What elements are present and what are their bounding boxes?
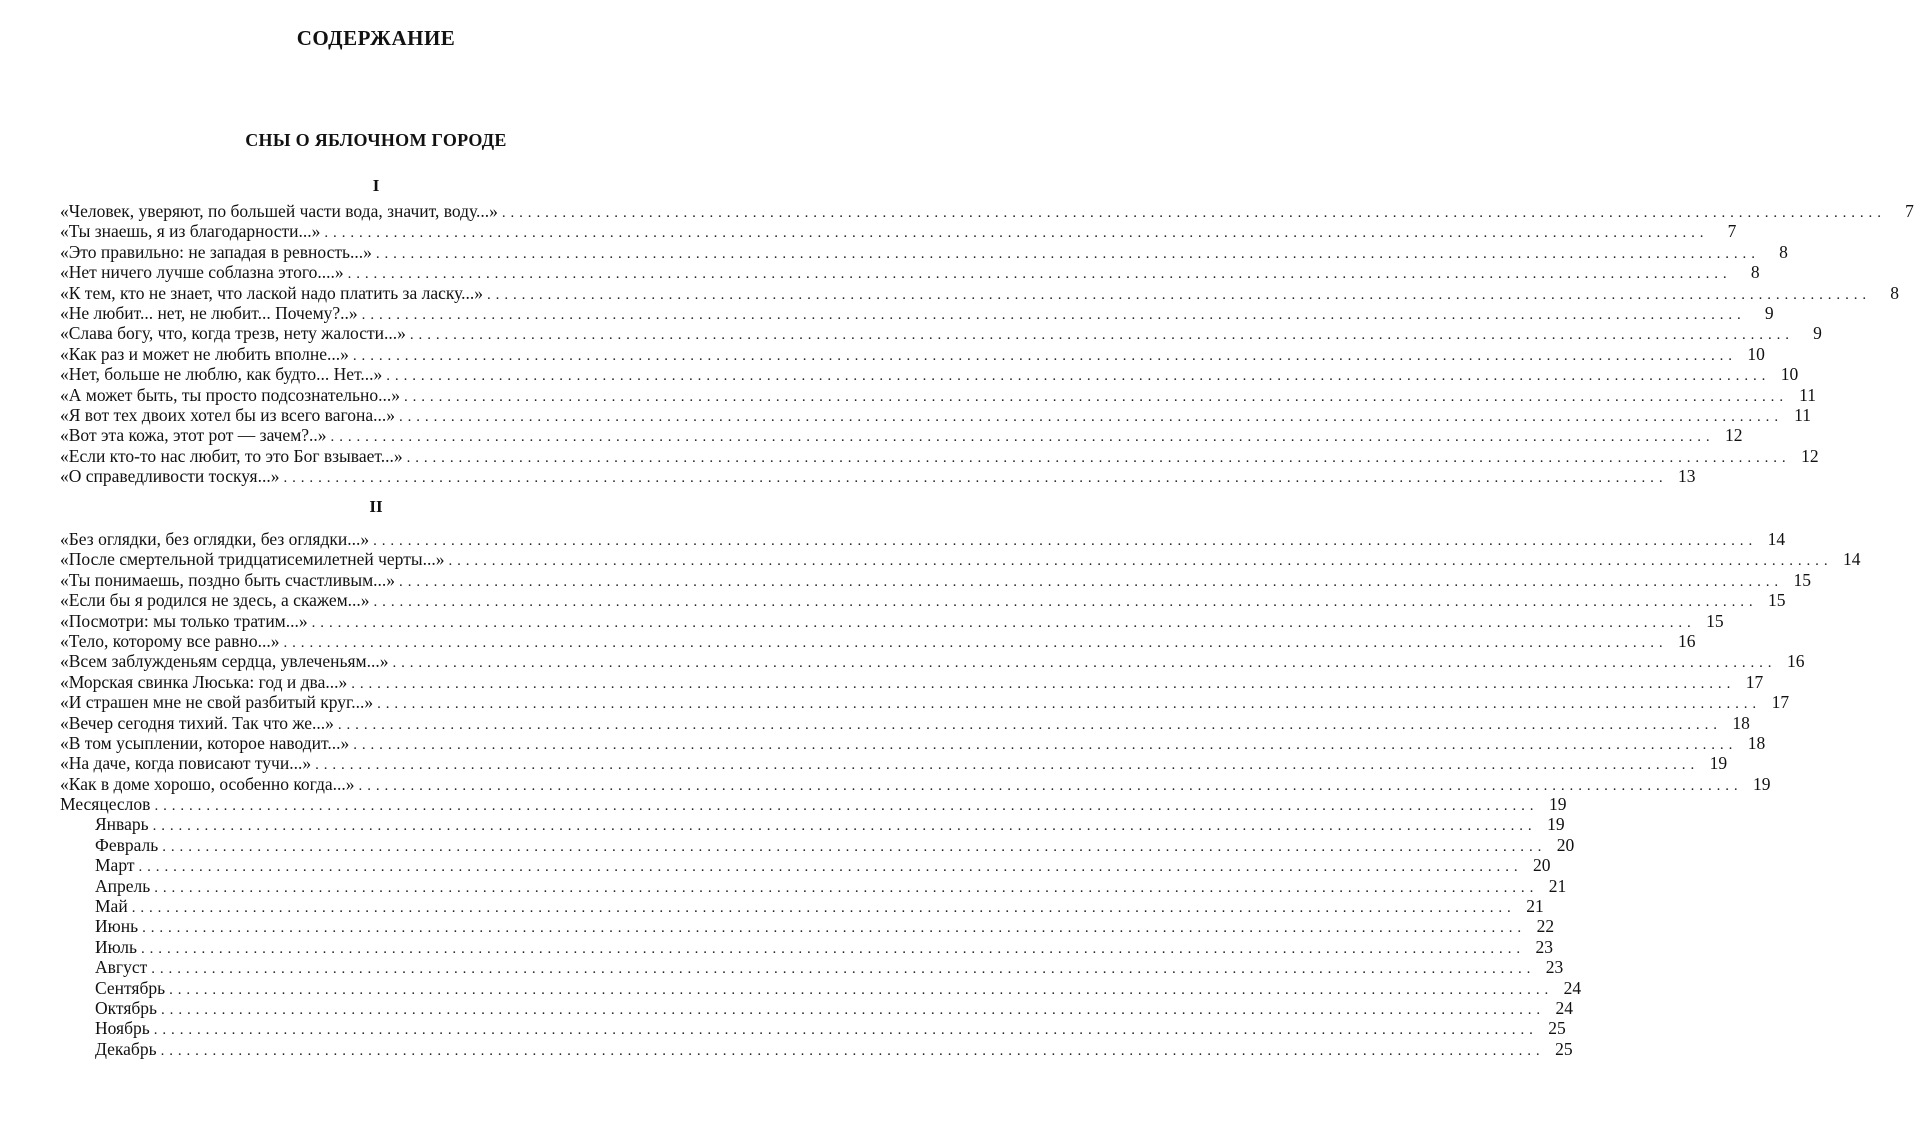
toc-entry-title: Май [95,896,128,917]
toc-entry-title: «Нет ничего лучше соблазна этого....» [60,262,344,283]
toc-list-part-2 [60,529,1861,1059]
dot-leader: ................................................................................................................................................................ [151,961,1536,978]
toc-subentry [60,1038,1573,1059]
dot-leader: ................................................................................................................................................................ [315,757,1700,774]
toc-entry [60,241,1788,262]
dot-leader: ................................................................................................................................................................ [160,1042,1545,1059]
toc-entry [60,549,1861,570]
toc-entry-title: «Без оглядки, без оглядки, без оглядки...» [60,529,370,549]
dot-leader: ................................................................................................................................................................ [403,388,1788,405]
toc-page-number: 12 [1801,445,1819,466]
toc-page-number: 8 [1890,282,1900,303]
toc-entry-title: Февраль [95,834,159,855]
toc-entry-title: «На даче, когда повисают тучи...» [60,753,312,774]
toc-entry-title: «Нет, больше не люблю, как будто... Нет...» [60,364,383,385]
section-title: СНЫ О ЯБЛОЧНОМ ГОРОДЕ [245,130,507,150]
part-heading-2: II [369,497,383,516]
dot-leader: ................................................................................................................................................................ [361,306,1746,323]
toc-page-number: 15 [1793,569,1812,590]
toc-entry-title: «О справедливости тоскуя...» [60,466,280,487]
dot-leader: ................................................................................................................................................................ [162,838,1547,855]
toc-page-number: 9 [1813,323,1822,344]
dot-leader: ................................................................................................................................................................ [409,327,1794,344]
dot-leader: ................................................................................................................................................................ [377,696,1762,713]
toc-entry [60,445,1819,466]
toc-entry [60,343,1765,364]
dot-leader: ................................................................................................................................................................ [153,1022,1538,1039]
dot-leader: ................................................................................................................................................................ [406,449,1791,466]
toc-page-number: 19 [1709,753,1728,774]
toc-entry-title: «Вот эта кожа, этот рот — зачем?..» [60,425,327,446]
toc-subentry [60,936,1553,957]
dot-leader: ................................................................................................................................................................ [283,470,1668,487]
toc-page-number: 14 [1767,529,1786,549]
toc-page-number: 16 [1786,651,1805,672]
toc-page-number: 18 [1747,732,1766,753]
toc-page-number: 18 [1732,712,1750,733]
toc-entry-title: Месяцеслов [60,794,151,815]
toc-page-number: 24 [1555,997,1574,1018]
toc-entry [60,732,1766,753]
dot-leader: ................................................................................................................................................................ [373,594,1758,611]
toc-entry-title: «Как раз и может не любить вполне...» [60,343,349,364]
dot-leader: ................................................................................................................................................................ [399,573,1784,590]
toc-subentry [60,834,1575,855]
toc-entry-title: «Если бы я родился не здесь, а скажем...» [60,590,370,611]
toc-entry [60,323,1822,344]
toc-entry [60,610,1724,631]
toc-list-part-1 [60,201,1914,487]
toc-entry-title: Август [95,957,148,978]
toc-page-number: 11 [1794,404,1811,425]
dot-leader: ................................................................................................................................................................ [501,205,1886,221]
toc-entry [60,384,1816,405]
toc-entry [60,404,1811,425]
toc-page-number: 11 [1799,384,1816,405]
toc-page-number: 24 [1563,977,1582,998]
toc-entry-title: «Посмотри: мы только тратим...» [60,610,308,631]
toc-entry [60,262,1760,283]
toc-page-number: 10 [1780,364,1799,385]
toc-page-number: 23 [1545,957,1564,978]
dot-leader: ................................................................................................................................................................ [337,716,1722,733]
dot-leader: ................................................................................................................................................................ [487,286,1872,303]
toc-page-number: 7 [1727,221,1737,242]
toc-page-number: 21 [1526,896,1544,917]
dot-leader: ................................................................................................................................................................ [161,1001,1546,1018]
toc-entry-title: Март [95,855,135,876]
toc-entry [60,282,1900,303]
toc-entry [60,651,1805,672]
toc-page-number: 19 [1753,773,1771,794]
toc-page-number: 20 [1556,834,1575,855]
toc-entry [60,221,1737,242]
toc-entry [60,630,1696,651]
dot-leader: ................................................................................................................................................................ [154,798,1539,815]
dot-leader: ................................................................................................................................................................ [152,818,1537,835]
toc-entry-title: Декабрь [95,1038,157,1059]
toc-subentry [60,855,1551,876]
dot-leader: ................................................................................................................................................................ [142,920,1527,937]
toc-page-number: 15 [1706,610,1724,631]
toc-entry [60,753,1728,774]
toc-entry [60,201,1914,221]
toc-entry-title: «Если кто-то нас любит, то это Бог взывает...» [60,445,403,466]
toc-entry-title: Июнь [95,916,139,937]
toc-subentry [60,814,1565,835]
toc-entry-title: «Морская свинка Люська: год и два...» [60,671,348,692]
toc-entry-title: «К тем, кто не знает, что лаской надо платить за ласку...» [60,282,484,303]
dot-leader: ................................................................................................................................................................ [392,655,1777,672]
toc-page-number: 23 [1535,936,1553,957]
toc-subentry [60,916,1555,937]
toc-page-number: 21 [1548,875,1567,896]
dot-leader: ................................................................................................................................................................ [347,266,1732,283]
dot-leader: ................................................................................................................................................................ [353,736,1738,753]
toc-page-number: 19 [1547,814,1565,835]
toc-page-number: 8 [1779,241,1788,262]
toc-entry-title: «Всем заблужденьям сердца, увлеченьям...» [60,651,389,672]
toc-entry-title: «Как в доме хорошо, особенно когда...» [60,773,355,794]
toc-subentry [60,977,1582,998]
toc-page-number: 17 [1771,692,1790,713]
toc-entry-title: Ноябрь [95,1018,150,1039]
toc-entry-title: «Вечер сегодня тихий. Так что же...» [60,712,334,733]
toc-entry-title: Октябрь [95,997,158,1018]
toc-page-number: 22 [1536,916,1555,937]
toc-entry-title: «Ты понимаешь, поздно быть счастливым...» [60,569,396,590]
toc-entry-title: Январь [95,814,149,835]
toc-page-number: 10 [1747,343,1765,364]
toc-entry-title: «Я вот тех двоих хотел бы из всего вагона...» [60,404,395,425]
toc-page-number: 25 [1548,1018,1566,1039]
toc-subentry [60,875,1567,896]
toc-entry-title: Июль [95,936,137,957]
toc-entry-title: «Это правильно: не западая в ревность...» [60,241,372,262]
dot-leader: ................................................................................................................................................................ [138,859,1523,876]
toc-entry [60,529,1786,549]
toc-page-number: 19 [1548,794,1567,815]
dot-leader: ................................................................................................................................................................ [283,634,1668,651]
toc-subentry [60,1018,1566,1039]
dot-leader: ................................................................................................................................................................ [358,777,1743,794]
toc-entry [60,569,1812,590]
dot-leader: ................................................................................................................................................................ [330,429,1715,446]
dot-leader: ................................................................................................................................................................ [131,900,1516,917]
toc-entry-title: «А может быть, ты просто подсознательно...» [60,384,400,405]
toc-page-number: 8 [1750,262,1760,283]
dot-leader: ................................................................................................................................................................ [448,553,1833,570]
toc-entry [60,773,1771,794]
toc-entry [60,364,1799,385]
toc-entry [60,302,1774,323]
toc-page-number: 14 [1842,549,1861,570]
toc-entry-title: «После смертельной тридцатисемилетней черты...» [60,549,445,570]
dot-leader: ................................................................................................................................................................ [352,347,1737,364]
toc-entry-title: Апрель [95,875,151,896]
toc-subentry [60,997,1574,1018]
toc-page-number: 9 [1764,302,1774,323]
toc-entry-title: «В том усыплении, которое наводит...» [60,732,350,753]
dot-leader: ................................................................................................................................................................ [386,368,1771,385]
toc-entry [60,466,1696,487]
page-title: СОДЕРЖАНИЕ [296,26,456,50]
toc-entry-title: «Тело, которому все равно...» [60,630,280,651]
toc-page-number: 13 [1677,466,1696,487]
toc-entry [60,692,1790,713]
toc-entry-title: «Ты знаешь, я из благодарности...» [60,221,321,242]
toc-subentry [60,957,1564,978]
toc-page-number: 17 [1745,671,1764,692]
toc-page-number: 16 [1678,630,1696,651]
toc-entry-title: «Слава богу, что, когда трезв, нету жалости...» [60,323,406,344]
toc-entry-title: «Не любит... нет, не любит... Почему?..» [60,302,358,323]
toc-page-number: 15 [1768,590,1786,611]
toc-entry [60,794,1567,815]
dot-leader: ................................................................................................................................................................ [351,675,1736,692]
dot-leader: ................................................................................................................................................................ [169,981,1554,998]
toc-entry-title: Сентябрь [95,977,166,998]
dot-leader: ................................................................................................................................................................ [141,940,1525,957]
dot-leader: ................................................................................................................................................................ [324,225,1709,242]
dot-leader: ................................................................................................................................................................ [375,245,1760,262]
toc-entry [60,425,1743,446]
dot-leader: ................................................................................................................................................................ [398,408,1783,425]
toc-entry [60,712,1750,733]
toc-subentry [60,896,1544,917]
toc-page-number: 7 [1905,201,1914,221]
dot-leader: ................................................................................................................................................................ [154,879,1539,896]
dot-leader: ................................................................................................................................................................ [311,614,1696,631]
dot-leader: ................................................................................................................................................................ [373,533,1758,549]
toc-page-number: 25 [1555,1038,1573,1059]
part-heading-1: I [372,176,380,195]
toc-page-number: 20 [1533,855,1551,876]
toc-entry-title: «И страшен мне не свой разбитый круг...» [60,692,374,713]
toc-entry [60,590,1786,611]
toc-page-number: 12 [1725,425,1743,446]
toc-entry [60,671,1764,692]
toc-entry-title: «Человек, уверяют, по большей части вода, значит, воду...» [60,201,498,221]
